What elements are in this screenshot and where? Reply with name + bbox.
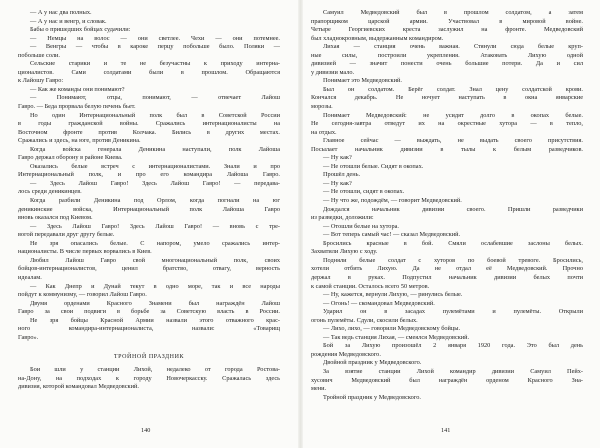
text-line: Бои шли у станции Лихой, недалеко от города Ростова-	[30, 366, 280, 374]
text-line: Ударил он в засадах пулемётами и пулемёты. Открыли	[323, 308, 583, 316]
text-line: в годы гражданской войны. Сражались интернационалисты на	[18, 120, 280, 128]
text-line: — Немцы на волос — они светлее. Чехи — они потемнее.	[30, 34, 280, 42]
text-line: Прошёл день.	[323, 171, 361, 179]
text-line: Гавро. — Бедa прорвала белую печень бьет.	[18, 103, 136, 111]
text-line: дивизией — значит понести очень большие потери. Да и сил	[311, 60, 583, 68]
text-line: лось среди деникинцев.	[18, 188, 82, 196]
text-line: дивизия, которой командовал Медведовский.	[18, 383, 139, 391]
text-line: вновь оказался под Киевом.	[18, 214, 93, 222]
page-fold	[298, 0, 303, 448]
text-line: — Венгры — чтобы в кароке перцу побольше было. Поляки —	[30, 43, 280, 51]
text-line: Сражались и здесь, на юге, против Деникина.	[18, 137, 141, 145]
text-line: — А у нас два полных.	[30, 9, 92, 16]
text-line: хусович Медведовский был награждён орденом Красного Зна-	[311, 376, 583, 384]
text-line: Понимает это Медведовский.	[323, 77, 402, 85]
text-line: За взятие станции Лихой командир дивизии Самуил Пейх-	[323, 367, 583, 375]
text-line: морозы.	[311, 103, 333, 111]
text-line: — Не отошли, сидят в окопах.	[323, 188, 405, 196]
text-line: к Лайошу Гавро:	[18, 77, 64, 85]
text-line: огонь пулемёты. Сдули, скосили белых.	[311, 316, 418, 324]
text-line: Восточном фронте против Колчака. Бились в других местах.	[18, 128, 280, 136]
text-line: Самуил Медведовский был в прошлом солдатом, а затем	[323, 9, 583, 16]
text-line: Гавро держал оборону в районе Киева.	[18, 154, 123, 162]
right-page	[311, 9, 583, 402]
text-line: — Отошли белые на хутора.	[323, 222, 399, 230]
text-line: прапорщиком царской армии. Участвовал в мировой войне.	[311, 17, 583, 25]
text-line: Двойной праздник у Медведовского.	[323, 359, 422, 367]
text-line: — Понимают, отцы, понимают, — отвечает Лайош	[30, 94, 280, 102]
text-line: мени.	[311, 385, 327, 393]
text-line: Был он солдатом. Берёг солдат. Знал цену солдатской крови.	[323, 85, 583, 93]
section-text	[18, 366, 280, 392]
text-line: — Ну как?	[323, 154, 352, 162]
text-line: ционалистов. Сами солдатами были в прошлом. Обращаются	[18, 68, 280, 76]
left-page	[18, 9, 280, 392]
text-line: — Лихо, лихо, — говорили Медведовскому бойцы.	[323, 325, 461, 333]
text-line: Тройной праздник у Медведовского.	[323, 393, 421, 401]
section-title: ТРОЙНОЙ ПРАЗДНИК	[113, 354, 185, 361]
text-line: ного командира-интернационалиста, назвали: «Товарищ	[18, 325, 280, 333]
right-page-text	[311, 9, 583, 402]
text-line: Двумя орденами Красного Знамени был награждён Лайош	[30, 299, 280, 307]
text-line: — Ну, кажется, вернули Лихую, — ринулись белые.	[323, 291, 463, 299]
text-line: к самой станции. Осталось всего 50 метров.	[311, 282, 430, 290]
text-line: националисты. В числе первых ворвались в Киев.	[18, 248, 152, 256]
text-line: — Ну как?	[323, 179, 352, 187]
text-line: Дождался начальник дивизии своего. Пришли разведчики	[323, 205, 583, 213]
text-line: Не сегодня-завтра отведут их на окрестные хутора — в тепло,	[311, 120, 583, 128]
text-line: деникинские войска, Интернациональный полк Лайоша Гавро	[18, 205, 280, 213]
text-line: Четыре Георгиевских креста заслужил на фронте. Медведовский	[311, 26, 583, 34]
text-line: Бой за Лихую произошёл 2 января 1920 года. Это был день	[323, 342, 583, 350]
text-line: Подняли белые солдат с хуторов по боевой тревоге. Бросились,	[323, 256, 583, 264]
text-line: у дивизии мало.	[311, 68, 355, 76]
text-line: — Здесь Лайош Гавро! Здесь Лайош Гавро! — вновь с тре-	[30, 222, 280, 230]
text-line: Гавро за свои подвиги в борьбе за Советскую власть в России.	[18, 308, 280, 316]
text-line: — Как Днепр и Дунай текут в одно море, так и все народы	[30, 282, 280, 290]
text-line: — Здесь Лайош Гавро! Здесь Лайош Гавро! — передава-	[30, 179, 280, 187]
text-line: Бабы о пришедших бойцах судачили:	[30, 26, 131, 34]
text-line: Интернациональный полк, и про его командира Лайоша Гавро.	[18, 171, 280, 179]
text-line: хотели отбить Лихую. Да не отдал её Медведовский. Прочно	[311, 265, 583, 273]
text-line: — Как же команды они понимают?	[30, 85, 125, 93]
text-line: Оказались белые встреч с интернационалистами. Знали и про	[30, 162, 280, 170]
text-line: Сельские старики и те не безучастны к приходу интерна-	[30, 60, 280, 68]
text-line: Главное сейчас — выждать, не выдать своего присутствия.	[323, 137, 583, 145]
text-line: ные силы, построили укрепления. Атаковать Лихую одной	[311, 51, 583, 59]
text-line: на-Дону, на подходах к городу Новочеркасску. Сражалась здесь	[18, 374, 280, 382]
text-line: — Вот теперь самый час! — сказал Медведовский.	[323, 231, 461, 239]
page-number-left: 140	[141, 427, 151, 434]
text-line: держал в руках. Подпустил начальник дивизии белых почти	[311, 273, 583, 281]
text-line: пойдут к коммунизму, — говорил Лайош Гавро.	[18, 291, 147, 299]
text-line: Когда разбили Деникина под Орлом, когда погнали на юг	[30, 197, 280, 205]
text-line: был хладнокровным, выдержанным командиром.	[311, 34, 444, 42]
text-line: вогой передавали друг другу белые.	[18, 231, 115, 239]
text-line: Но один Интернациональный полк был в Советской России	[30, 111, 280, 119]
page-number-right: 141	[441, 427, 451, 434]
text-line: Понимает Медведовский: не усидят долго в окопах белые.	[323, 111, 583, 119]
text-line: — Огонь! — скомандовал Медведовский.	[323, 299, 435, 307]
text-line: Не зря бойцы Красной Армии назвали этого отважного крас-	[30, 316, 280, 324]
text-line: побольше соли.	[18, 51, 60, 59]
text-line: Любил Лайош Гавро свой многонациональный полк, своих	[30, 256, 280, 264]
left-page-text	[18, 9, 280, 342]
text-line: — Не отошли белые. Сидят в окопах.	[323, 162, 424, 170]
text-line: Посылает начальник дивизии в тылы к белым разведчиков.	[311, 145, 583, 153]
text-line: Бросились красные в бой. Смяли ослабевшие заслоны белых.	[323, 239, 583, 247]
text-line: — Так ведь станция Лихая, — смеялся Медведовский.	[323, 333, 470, 341]
text-line: рождения Медведовского.	[311, 350, 381, 358]
text-line: бойцов-интернационалистов, ценил братство, отвагу, верность	[18, 265, 280, 273]
text-line: Кончался декабрь. Не ночует наступать в окна январские	[311, 94, 583, 102]
text-line: Лихая — станция очень важная. Стянули сюда белые круп-	[323, 43, 583, 51]
text-line: идеалам.	[18, 273, 42, 281]
text-line: Не зря опасались белые. С напором, умело сражались интер-	[30, 239, 280, 247]
text-line: Захватили Лихую с ходу.	[311, 248, 378, 256]
text-line: на отдых.	[311, 128, 337, 136]
text-line: Гавро».	[18, 333, 39, 341]
text-line: — А у нас и венгр, и словак.	[30, 17, 107, 25]
text-line: — Ну что же, подождём, — говорит Медведовский.	[323, 197, 462, 205]
text-line: из разведки, доложили:	[311, 214, 374, 222]
text-line: Когда войска генерала Деникина наступали, полк Лайоша	[30, 145, 280, 153]
